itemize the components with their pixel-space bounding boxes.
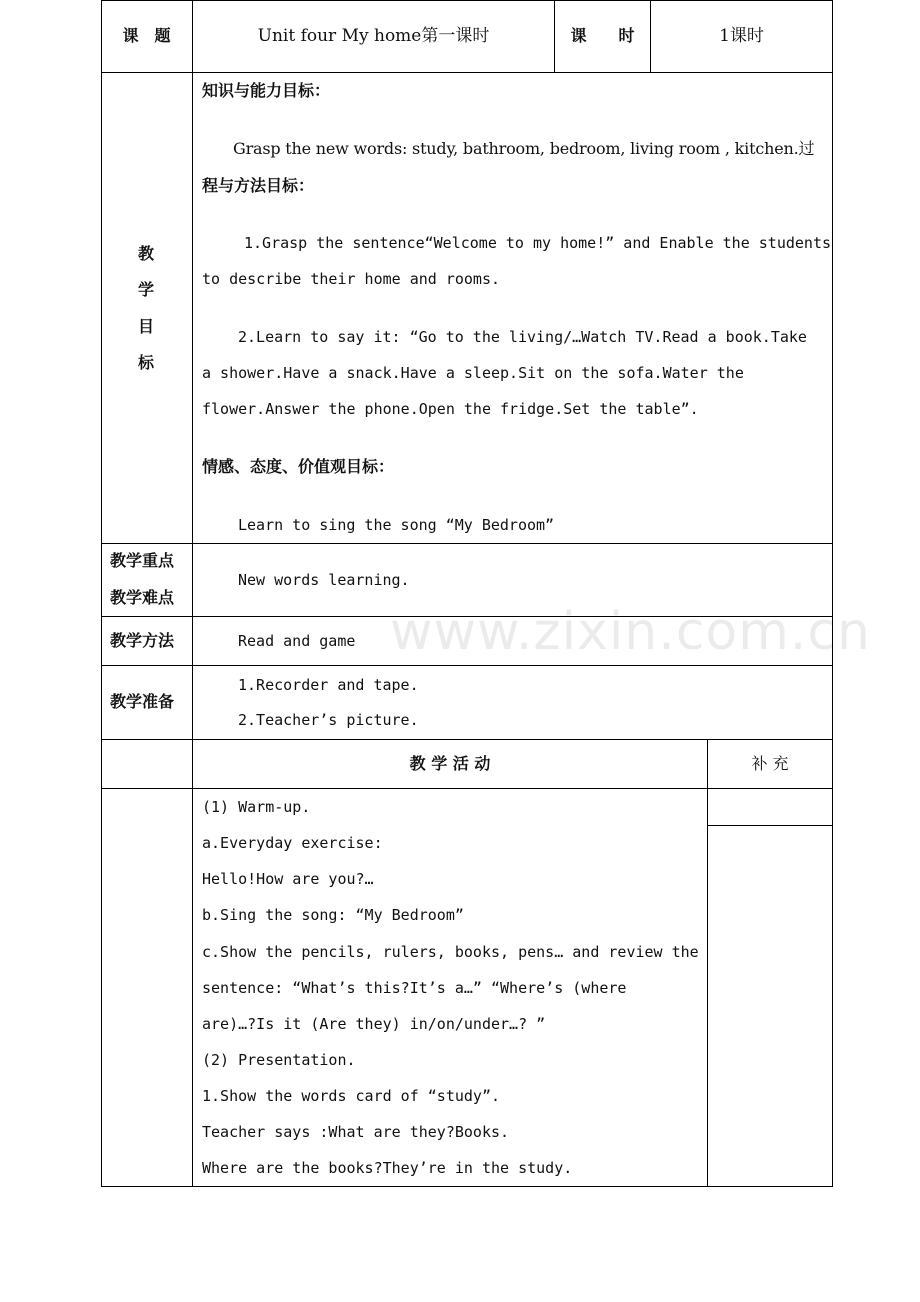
objectives-label-char: 教: [138, 244, 155, 263]
knowledge-heading: 知识与能力目标：: [202, 81, 331, 100]
activities-header: 教 学 活 动: [409, 754, 491, 773]
preparation-item: 2.Teacher’s picture.: [238, 711, 419, 729]
table-border: [101, 788, 833, 789]
emotion-heading: 情感、态度、价值观目标：: [202, 457, 395, 476]
topic-label: 课 题: [122, 26, 171, 45]
table-border: [101, 739, 833, 740]
key-points-value: New words learning.: [238, 571, 410, 589]
method-value: Read and game: [238, 632, 356, 650]
supplement-header: 补 充: [751, 754, 789, 773]
activity-line: (1) Warm-up.: [202, 798, 311, 816]
table-border: [101, 543, 833, 544]
period-value: 1课时: [719, 26, 764, 46]
table-border: [101, 665, 833, 666]
process-item: to describe their home and rooms.: [202, 270, 501, 288]
watermark: www.zixin.com.cn: [390, 602, 871, 662]
table-border: [101, 72, 833, 73]
activity-line: a.Everyday exercise:: [202, 834, 383, 852]
table-border: [192, 0, 193, 1187]
process-item: 2.Learn to say it: “Go to the living/…Watch TV.Read a book.Take: [238, 328, 807, 346]
activity-line: sentence: “What’s this?It’s a…” “Where’s (where: [202, 979, 627, 997]
difficult-points-label: 教学难点: [110, 588, 175, 607]
key-points-label: 教学重点: [110, 551, 175, 570]
topic-value: Unit four My home第一课时: [257, 26, 490, 46]
process-item: flower.Answer the phone.Open the fridge.Set the table”.: [202, 400, 699, 418]
preparation-label: 教学准备: [110, 692, 175, 711]
activity-line: (2) Presentation.: [202, 1051, 356, 1069]
objectives-label-char: 学: [138, 280, 155, 299]
table-border: [101, 0, 102, 1187]
activity-line: are)…?Is it (Are they) in/on/under…? ”: [202, 1015, 546, 1033]
activity-line: Hello!How are you?…: [202, 870, 374, 888]
activity-line: c.Show the pencils, rulers, books, pens… and review the: [202, 943, 699, 961]
activity-line: 1.Show the words card of “study”.: [202, 1087, 501, 1105]
activity-line: Where are the books?They’re in the study.: [202, 1159, 573, 1177]
process-item: 1.Grasp the sentence“Welcome to my home!” and Enable the students: [244, 234, 831, 252]
objectives-label-char: 标: [138, 353, 155, 372]
knowledge-text: Grasp the new words: study, bathroom, bedroom, living room , kitchen.过: [233, 139, 815, 158]
objectives-label-char: 目: [138, 317, 155, 336]
process-heading: 程与方法目标：: [202, 176, 315, 195]
table-border: [832, 0, 833, 1187]
table-border: [707, 825, 833, 826]
activity-line: b.Sing the song: “My Bedroom”: [202, 906, 464, 924]
activity-line: Teacher says :What are they?Books.: [202, 1123, 510, 1141]
emotion-text: Learn to sing the song “My Bedroom”: [238, 516, 555, 534]
table-border: [101, 0, 833, 1]
table-border: [707, 739, 708, 1187]
preparation-item: 1.Recorder and tape.: [238, 676, 419, 694]
method-label: 教学方法: [110, 631, 175, 650]
process-item: a shower.Have a snack.Have a sleep.Sit on the sofa.Water the: [202, 364, 744, 382]
period-label: 课 时: [570, 26, 635, 45]
table-border: [101, 1186, 833, 1187]
